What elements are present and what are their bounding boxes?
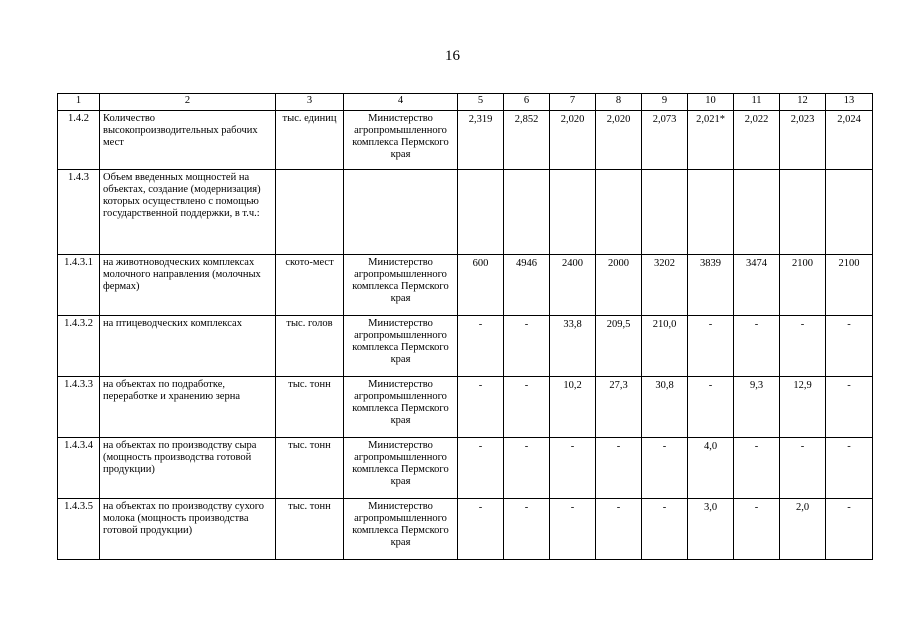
row-value: - [458, 499, 504, 560]
row-value: 3202 [642, 255, 688, 316]
row-responsible: Министерство агропромышленного комплекса Пермского края [344, 255, 458, 316]
row-responsible: Министерство агропромышленного комплекса Пермского края [344, 377, 458, 438]
row-responsible [344, 170, 458, 255]
column-header: 1 [58, 94, 100, 111]
row-unit: тыс. тонн [276, 499, 344, 560]
table-row [58, 499, 873, 560]
table-row [58, 255, 873, 316]
row-name: Количество высокопроизводительных рабочих мест [100, 111, 276, 170]
row-code: 1.4.3.4 [58, 438, 100, 499]
row-name: Объем введенных мощностей на объектах, создание (модернизация) которых осуществлено с помощью государственной поддержки, в т.ч.: [100, 170, 276, 255]
column-header: 9 [642, 94, 688, 111]
row-value: 2100 [826, 255, 873, 316]
row-value: 2,020 [596, 111, 642, 170]
row-value: 33,8 [550, 316, 596, 377]
row-responsible: Министерство агропромышленного комплекса Пермского края [344, 111, 458, 170]
row-value: - [734, 438, 780, 499]
row-value: - [826, 377, 873, 438]
row-value: 30,8 [642, 377, 688, 438]
page-number: 16 [445, 48, 460, 64]
row-value: 2000 [596, 255, 642, 316]
table-row [58, 377, 873, 438]
row-value: 4946 [504, 255, 550, 316]
row-value: - [826, 438, 873, 499]
column-header: 11 [734, 94, 780, 111]
row-value [504, 170, 550, 255]
row-value: - [550, 438, 596, 499]
row-value: 600 [458, 255, 504, 316]
row-responsible: Министерство агропромышленного комплекса Пермского края [344, 438, 458, 499]
row-code: 1.4.2 [58, 111, 100, 170]
row-value: 2400 [550, 255, 596, 316]
indicator-table [57, 93, 873, 560]
column-header: 7 [550, 94, 596, 111]
row-value: 2,852 [504, 111, 550, 170]
row-value: 10,2 [550, 377, 596, 438]
row-value: - [596, 499, 642, 560]
row-value: - [688, 377, 734, 438]
row-value: - [550, 499, 596, 560]
row-name: на объектах по производству сухого молока (мощность производства готовой продукции) [100, 499, 276, 560]
row-unit: тыс. тонн [276, 377, 344, 438]
row-value: - [826, 499, 873, 560]
row-code: 1.4.3.1 [58, 255, 100, 316]
row-value: - [734, 316, 780, 377]
row-unit: тыс. тонн [276, 438, 344, 499]
row-value: 2,0 [780, 499, 826, 560]
row-unit: тыс. единиц [276, 111, 344, 170]
row-value: 2,022 [734, 111, 780, 170]
row-value: - [596, 438, 642, 499]
row-value: 2100 [780, 255, 826, 316]
row-value: 210,0 [642, 316, 688, 377]
row-value: - [688, 316, 734, 377]
row-unit [276, 170, 344, 255]
row-value [826, 170, 873, 255]
row-value [780, 170, 826, 255]
row-code: 1.4.3 [58, 170, 100, 255]
row-value: - [504, 499, 550, 560]
row-value: 3,0 [688, 499, 734, 560]
column-header: 13 [826, 94, 873, 111]
row-value: 4,0 [688, 438, 734, 499]
column-header: 2 [100, 94, 276, 111]
row-responsible: Министерство агропромышленного комплекса Пермского края [344, 499, 458, 560]
row-value [734, 170, 780, 255]
row-value: 2,024 [826, 111, 873, 170]
row-responsible: Министерство агропромышленного комплекса Пермского края [344, 316, 458, 377]
row-value: 2,073 [642, 111, 688, 170]
row-value: - [642, 438, 688, 499]
column-header: 8 [596, 94, 642, 111]
row-value: 2,319 [458, 111, 504, 170]
table-row [58, 438, 873, 499]
row-value: - [826, 316, 873, 377]
table-row [58, 316, 873, 377]
row-name: на объектах по производству сыра (мощность производства готовой продукции) [100, 438, 276, 499]
row-unit: ското-мест [276, 255, 344, 316]
row-code: 1.4.3.2 [58, 316, 100, 377]
row-value: - [458, 438, 504, 499]
row-value: 3839 [688, 255, 734, 316]
row-value: - [780, 316, 826, 377]
row-value: - [642, 499, 688, 560]
row-value: - [458, 377, 504, 438]
row-code: 1.4.3.5 [58, 499, 100, 560]
column-header: 12 [780, 94, 826, 111]
row-value: 2,020 [550, 111, 596, 170]
column-header: 5 [458, 94, 504, 111]
row-value: 12,9 [780, 377, 826, 438]
row-value: 2,023 [780, 111, 826, 170]
row-value: - [734, 499, 780, 560]
row-value: - [504, 377, 550, 438]
row-name: на животноводческих комплексах молочного направления (молочных фермах) [100, 255, 276, 316]
column-header: 10 [688, 94, 734, 111]
row-value [642, 170, 688, 255]
table-row [58, 170, 873, 255]
row-unit: тыс. голов [276, 316, 344, 377]
row-name: на птицеводческих комплексах [100, 316, 276, 377]
row-value [458, 170, 504, 255]
row-value [550, 170, 596, 255]
column-number-row [58, 94, 873, 111]
row-value: - [458, 316, 504, 377]
table-row [58, 111, 873, 170]
row-value: - [780, 438, 826, 499]
column-header: 6 [504, 94, 550, 111]
row-value: - [504, 316, 550, 377]
row-value: 209,5 [596, 316, 642, 377]
row-value: 2,021* [688, 111, 734, 170]
row-value: - [504, 438, 550, 499]
row-value [688, 170, 734, 255]
row-value: 3474 [734, 255, 780, 316]
column-header: 4 [344, 94, 458, 111]
row-value: 9,3 [734, 377, 780, 438]
row-name: на объектах по подработке, переработке и хранению зерна [100, 377, 276, 438]
row-code: 1.4.3.3 [58, 377, 100, 438]
row-value [596, 170, 642, 255]
row-value: 27,3 [596, 377, 642, 438]
column-header: 3 [276, 94, 344, 111]
